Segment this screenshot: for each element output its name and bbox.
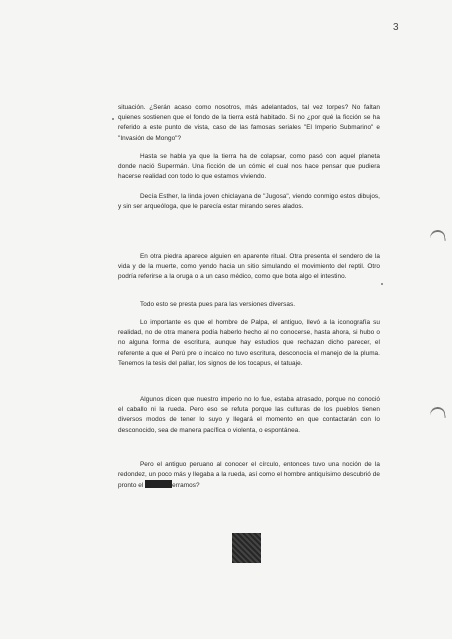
paragraph-3: Decía Esther, la linda joven chiclayana de "Jugosa", viendo conmigo estos dibujos, y sin ser arqueóloga, que le parecía estar mirando seres alados. — [118, 193, 380, 211]
paragraph-1: situación. ¿Serán acaso como nosotros, más adelantados, tal vez torpes? No faltan quienes sostienen que el fondo de la tierra está habitado. Si no ¿por qué la ficción se ha referido a este punto de vista, caso de las famosas seriales "El Imperio Submarino" e "Invasión de Mongo"? — [118, 104, 380, 142]
paragraph-8-text-after: erramos? — [172, 482, 200, 490]
page-number: 3 — [393, 22, 399, 33]
binder-clip-mark-icon — [429, 229, 446, 243]
ink-blot — [232, 533, 261, 563]
scan-speck — [112, 118, 114, 120]
paragraph-4: En otra piedra aparece alguien en aparente ritual. Otra presenta el sendero de la vida y de la muerte, como yendo hacia un sitio simulando el movimiento del reptil. Otro podría referirse a la oruga o a un caso médico, como que bota algo el intestino. — [118, 253, 380, 281]
paragraph-6: Lo importante es que el hombre de Palpa, el antiguo, llevó a la iconografía su realidad, no de otra manera podía haberlo hecho al no conocerse, hasta ahora, si hubo o no alguna forma de escritura, aunque hay estudios que rechazan dicho parecer, el referente a que el Perú pre o incaico no tuvo escritura, desconocía el manejo de la pluma. Tenemos la tesis del pallar, los signos de los tocapus, el tatuaje. — [118, 319, 380, 367]
scan-speck — [381, 283, 383, 285]
paragraph-8 — [118, 460, 380, 492]
paragraph-2: Hasta se habla ya que la tierra ha de colapsar, como pasó con aquel planeta donde nació Supermán. Una ficción de un cómic el cual nos hace pensar que pudiera hacerse realidad con todo lo que estamos viviendo. — [118, 153, 380, 181]
paragraph-8-text-before: Pero el antiguo peruano al conocer el círculo, entonces tuvo una noción de la redondez, un poco más y llegaba a la rueda, así como el hombre antiquísimo descubrió de pronto el — [118, 461, 380, 490]
redaction-mark — [145, 480, 172, 488]
paragraph-7: Algunos dicen que nuestro imperio no lo fue, estaba atrasado, porque no conoció el caballo ni la rueda. Pero eso se refuta porque las culturas de los pueblos tienen diversos modos de tener lo suyo y llegará el momento en que contactarán con lo desconocido, sea de manera pacífica o violenta, o espontánea. — [118, 396, 380, 434]
binder-clip-mark-icon — [429, 406, 446, 420]
paragraph-5: Todo esto se presta pues para las versiones diversas. — [140, 301, 296, 308]
